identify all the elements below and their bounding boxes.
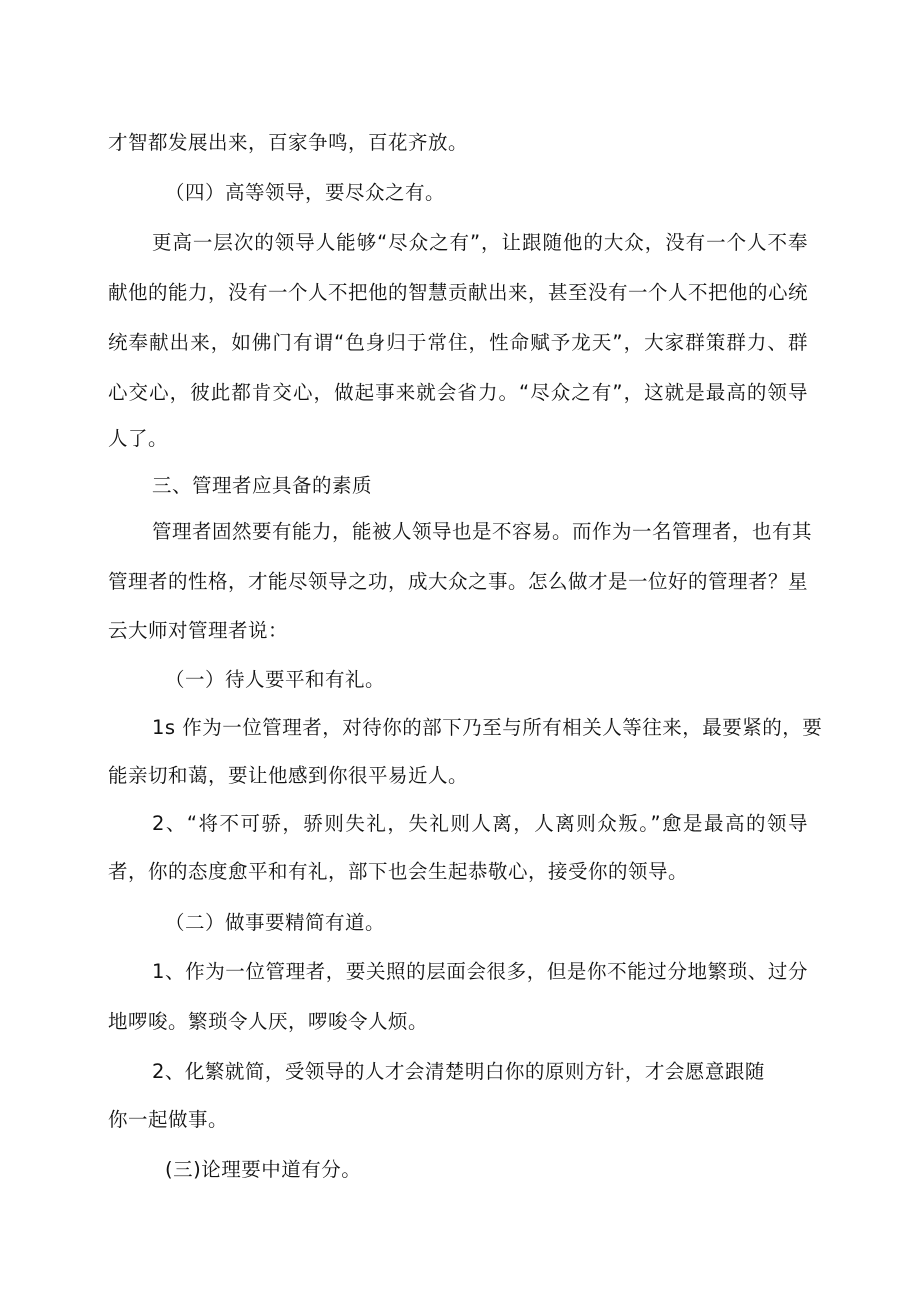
- paragraph-line: 能亲切和蔼，要让他感到你很平易近人。: [108, 764, 469, 787]
- paragraph-line: 2、化繁就简，受领导的人才会清楚明白你的原则方针，才会愿意跟随: [152, 1060, 765, 1083]
- paragraph-line: 1s 作为一位管理者，对待你的部下乃至与所有相关人等往来，最要紧的，要: [152, 716, 823, 739]
- section-heading-3: 三、管理者应具备的素质: [152, 474, 373, 497]
- paragraph-line: 地啰唆。繁琐令人厌，啰唆令人烦。: [108, 1010, 429, 1033]
- paragraph-line: 心交心，彼此都肯交心，做起事来就会省力。“尽众之有”，这就是最高的领导: [108, 381, 808, 404]
- paragraph-line: 统奉献出来，如佛门有谓“色身归于常住，性命赋予龙天”，大家群策群力、群: [108, 331, 808, 354]
- paragraph-line: 云大师对管理者说：: [108, 619, 289, 642]
- paragraph-line: 管理者固然要有能力，能被人领导也是不容易。而作为一名管理者，也有其: [152, 520, 813, 543]
- section-heading-3-sub: (三)论理要中道有分。: [165, 1158, 362, 1181]
- paragraph-line: 你一起做事。: [108, 1108, 229, 1131]
- paragraph-line: 献他的能力，没有一个人不把他的智慧贡献出来，甚至没有一个人不把他的心统: [108, 281, 809, 304]
- paragraph-line: 者，你的态度愈平和有礼，部下也会生起恭敬心，接受你的领导。: [108, 860, 689, 883]
- paragraph-line: 人了。: [108, 427, 169, 450]
- paragraph-line: 更高一层次的领导人能够“尽众之有”，让跟随他的大众，没有一个人不奉: [152, 231, 808, 254]
- section-heading-4: （四）高等领导，要尽众之有。: [165, 181, 446, 204]
- paragraph-line: 管理者的性格，才能尽领导之功，成大众之事。怎么做才是一位好的管理者？星: [108, 570, 809, 593]
- section-heading-2: （二）做事要精简有道。: [165, 911, 386, 934]
- section-heading-1: （一）待人要平和有礼。: [165, 668, 386, 691]
- paragraph-line: 1、作为一位管理者，要关照的层面会很多，但是你不能过分地繁琐、过分: [152, 960, 808, 983]
- paragraph-line: 2、“将不可骄，骄则失礼，失礼则人离，人离则众叛。”愈是最高的领导: [152, 812, 808, 835]
- paragraph-line: 才智都发展出来，百家争鸣，百花齐放。: [108, 131, 469, 154]
